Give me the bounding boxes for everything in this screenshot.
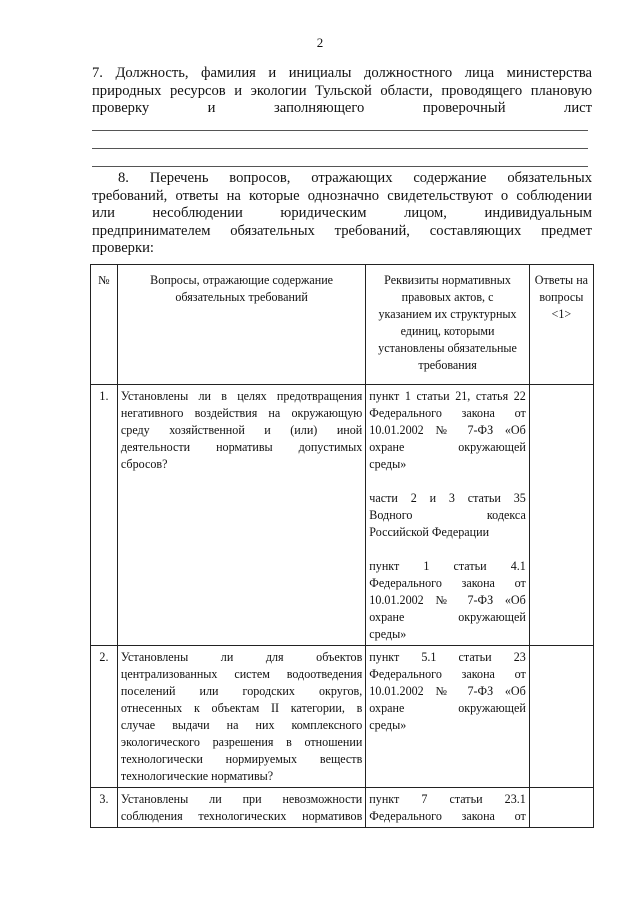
header-text: <1> [551, 307, 572, 321]
text-line: пункт 1 статьи 4.1 [369, 559, 526, 573]
text-line: Федерального закона от [369, 667, 526, 681]
header-number: № [91, 265, 118, 385]
text-line: Федерального закона от [369, 406, 526, 420]
text-line: Российской Федерации [369, 525, 490, 539]
text-line: пункт 5.1 статьи 23 [369, 650, 526, 664]
header-text: обязательных требований [175, 290, 308, 304]
row-question [117, 646, 365, 788]
row-question [117, 385, 365, 646]
table-header-row [91, 265, 594, 385]
text-line: негативного воздействия на окружающую [120, 406, 363, 420]
text-line: Водного кодекса [369, 508, 526, 522]
header-text: установлены обязательные [378, 341, 517, 355]
text-line: охране окружающей [369, 701, 526, 715]
text-line: сбросов? [120, 457, 168, 471]
text-line: Установлены ли в целях предотвращения [120, 389, 363, 403]
text-line: пункт 7 статьи 23.1 [369, 792, 526, 806]
text-line: среды» [369, 718, 407, 732]
text-line: пункт 1 статьи 21, статья 22 [369, 389, 526, 403]
table-row [91, 788, 594, 828]
fill-in-line [92, 130, 588, 131]
header-text: правовых актов, с [401, 290, 494, 304]
text-line: 10.01.2002 № 7-ФЗ «Об [369, 684, 526, 698]
fill-in-line [92, 166, 588, 167]
text-line: экологического разрешения в отношении [120, 735, 363, 749]
page-number: 2 [316, 35, 324, 50]
text-line: или несоблюдении юридическим лицом, индивидуальным [92, 205, 592, 221]
text-line: 8. Перечень вопросов, отражающих содержание обязательных [118, 170, 592, 186]
row-reference [366, 646, 530, 788]
row-question [117, 788, 365, 828]
text-line: охране окружающей [369, 610, 526, 624]
text-line: соблюдения технологических нормативов [120, 809, 363, 823]
header-text: Реквизиты нормативных [384, 273, 511, 287]
header-text: Ответы на [534, 273, 589, 287]
row-number: 3. [91, 788, 118, 828]
table-row [91, 385, 594, 646]
text-line: централизованных систем водоотведения [120, 667, 363, 681]
text-line: Федерального закона от [369, 809, 526, 823]
fill-in-line [92, 148, 588, 149]
text-line: среды» [369, 627, 407, 641]
header-text: вопросы [539, 290, 584, 304]
header-reference [366, 265, 530, 385]
table-row [91, 646, 594, 788]
item-7-paragraph [92, 65, 592, 118]
row-number: 2. [91, 646, 118, 788]
header-question [117, 265, 365, 385]
header-text: требования [418, 358, 477, 372]
row-reference [366, 788, 530, 828]
header-text: указанием их структурных [378, 307, 517, 321]
text-line: среды» [369, 457, 407, 471]
header-answer [529, 265, 593, 385]
text-line: 10.01.2002 № 7-ФЗ «Об [369, 593, 526, 607]
text-line: проверки: [92, 240, 154, 256]
text-line: технологические нормативы? [120, 769, 274, 783]
answer-cell[interactable] [529, 385, 593, 646]
text-line: технологически нормируемых веществ [120, 752, 363, 766]
text-line: требований, ответы на которые однозначно свидетельствуют о соблюдении [92, 187, 592, 204]
header-text: Вопросы, отражающие содержание [150, 273, 334, 287]
text-line: Установлены ли для объектов [120, 650, 363, 664]
text-line: Установлены ли при невозможности [120, 792, 363, 806]
text-line: поселений или городских округов, [120, 684, 363, 698]
text-line: отнесенных к объектам II категории, в [120, 701, 363, 715]
text-line: предпринимателем обязательных требований, составляющих предмет [92, 222, 592, 239]
text-line: 10.01.2002 № 7-ФЗ «Об [369, 423, 526, 437]
answer-cell[interactable] [529, 788, 593, 828]
text-line: проверку и заполняющего проверочный лист [92, 100, 592, 116]
text-line: охране окружающей [369, 440, 526, 454]
text-line: части 2 и 3 статьи 35 [369, 491, 526, 505]
row-number: 1. [91, 385, 118, 646]
text-line: случае выдачи на них комплексного [120, 718, 363, 732]
row-reference [366, 385, 530, 646]
text-line: среду хозяйственной и (или) иной [120, 423, 363, 437]
text-line: деятельности нормативы допустимых [120, 440, 363, 454]
text-line: природных ресурсов и экологии Тульской области, проводящего плановую [92, 82, 592, 99]
text-line: Федерального закона от [369, 576, 526, 590]
item-8-paragraph [92, 170, 592, 258]
answer-cell[interactable] [529, 646, 593, 788]
header-text: единиц, которыми [400, 324, 495, 338]
requirements-table [90, 264, 594, 828]
text-line: 7. Должность, фамилия и инициалы должностного лица министерства [92, 65, 592, 81]
